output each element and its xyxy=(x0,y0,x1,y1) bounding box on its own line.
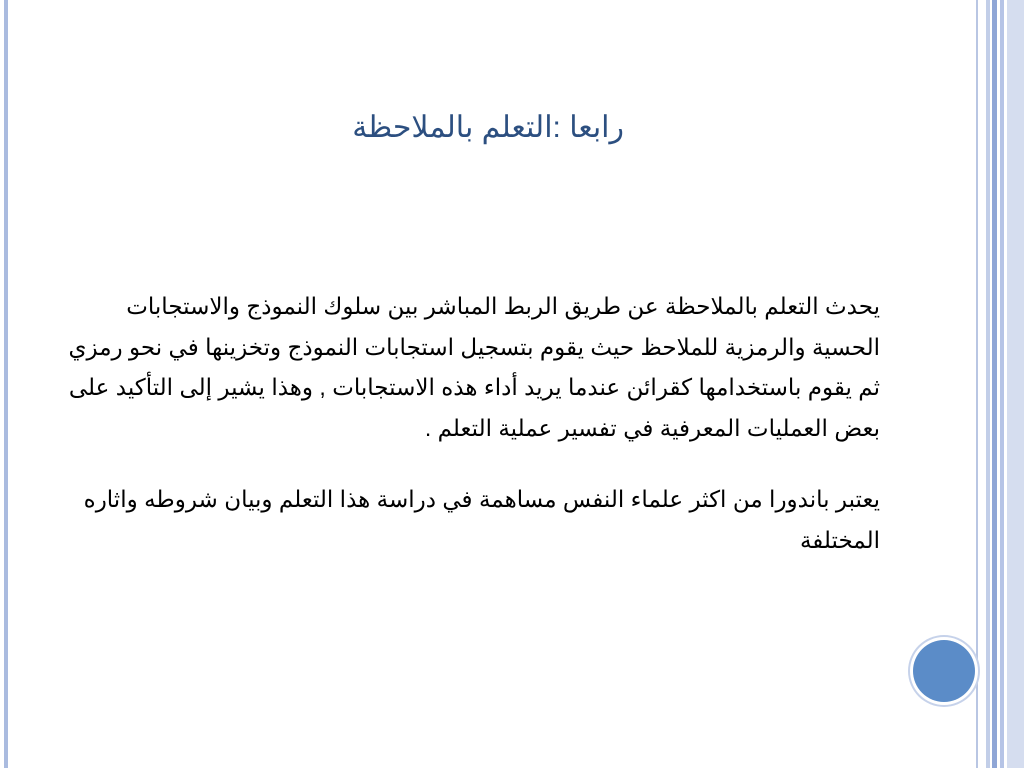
body-paragraph-2: يعتبر باندورا من اكثر علماء النفس مساهمة في دراسة هذا التعلم وبيان شروطه واثاره المختلفة xyxy=(83,486,880,553)
inner-right-frame-line xyxy=(976,0,978,768)
slide-title: رابعا :التعلم بالملاحظة xyxy=(352,111,624,144)
slide-body xyxy=(60,286,880,560)
body-paragraph-1: يحدث التعلم بالملاحظة عن طريق الربط المباشر بين سلوك النموذج والاستجابات الحسية والرمزية للملاحظ حيث يقوم بتسجيل استجابات النموذج وتخزينها في نحو رمزي ثم يقوم باستخدامها كقرائن عندما يريد أداء هذه الاستجابات , وهذا يشير إلى التأكيد على بعض العمليات المعرفية في تفسير عملية التعلم . xyxy=(68,293,880,441)
right-frame-border xyxy=(984,0,1024,768)
left-frame-border xyxy=(0,0,8,768)
circle-accent-icon xyxy=(913,640,975,702)
